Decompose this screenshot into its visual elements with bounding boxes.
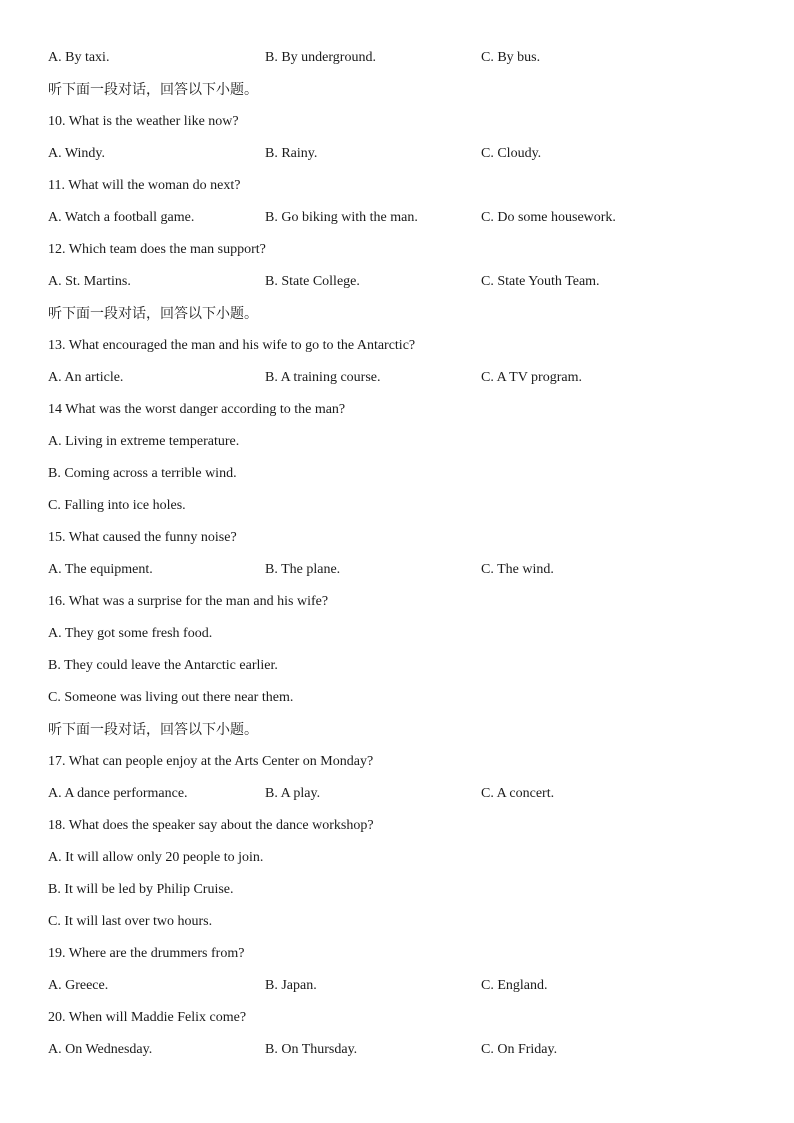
q15-option-b: B. The plane. xyxy=(265,562,341,577)
q14-option-b: B. Coming across a terrible wind. xyxy=(48,466,237,481)
q14-option-a: A. Living in extreme temperature. xyxy=(48,434,240,449)
q10-option-a: A. Windy. xyxy=(48,146,105,161)
q13-option-b: B. A training course. xyxy=(265,370,381,385)
q14-option-c: C. Falling into ice holes. xyxy=(48,498,186,513)
q10-option-b: B. Rainy. xyxy=(265,146,318,161)
section-heading-2: 听下面一段对话，回答以下小题。 xyxy=(48,306,258,322)
q13-question: 13. What encouraged the man and his wife to go to the Antarctic? xyxy=(48,338,416,353)
q19-option-b: B. Japan. xyxy=(265,978,317,993)
q12-option-c: C. State Youth Team. xyxy=(481,274,600,289)
q16-option-b: B. They could leave the Antarctic earlier. xyxy=(48,658,278,673)
q19-option-a: A. Greece. xyxy=(48,978,109,993)
q17-option-a: A. A dance performance. xyxy=(48,786,188,801)
q15-option-c: C. The wind. xyxy=(481,562,554,577)
section-heading-1: 听下面一段对话，回答以下小题。 xyxy=(48,82,258,98)
q18-option-a: A. It will allow only 20 people to join. xyxy=(48,850,264,865)
q15-question: 15. What caused the funny noise? xyxy=(48,530,237,545)
q9-option-a: A. By taxi. xyxy=(48,50,110,65)
q11-option-a: A. Watch a football game. xyxy=(48,210,195,225)
section-heading-3: 听下面一段对话，回答以下小题。 xyxy=(48,722,258,738)
q20-option-c: C. On Friday. xyxy=(481,1042,558,1057)
q16-option-a: A. They got some fresh food. xyxy=(48,626,213,641)
q16-question: 16. What was a surprise for the man and his wife? xyxy=(48,594,329,609)
q12-option-b: B. State College. xyxy=(265,274,360,289)
q17-question: 17. What can people enjoy at the Arts Center on Monday? xyxy=(48,754,374,769)
q11-question: 11. What will the woman do next? xyxy=(48,178,241,193)
q18-option-b: B. It will be led by Philip Cruise. xyxy=(48,882,234,897)
q18-question: 18. What does the speaker say about the dance workshop? xyxy=(48,818,374,833)
q20-option-a: A. On Wednesday. xyxy=(48,1042,153,1057)
q13-option-a: A. An article. xyxy=(48,370,124,385)
q14-question: 14 What was the worst danger according to the man? xyxy=(48,402,346,417)
q11-option-c: C. Do some housework. xyxy=(481,210,616,225)
q9-option-b: B. By underground. xyxy=(265,50,376,65)
q19-question: 19. Where are the drummers from? xyxy=(48,946,245,961)
q20-option-b: B. On Thursday. xyxy=(265,1042,358,1057)
q11-option-b: B. Go biking with the man. xyxy=(265,210,418,225)
q18-option-c: C. It will last over two hours. xyxy=(48,914,213,929)
q20-question: 20. When will Maddie Felix come? xyxy=(48,1010,247,1025)
q10-question: 10. What is the weather like now? xyxy=(48,114,239,129)
q13-option-c: C. A TV program. xyxy=(481,370,582,385)
q12-option-a: A. St. Martins. xyxy=(48,274,131,289)
q17-option-b: B. A play. xyxy=(265,786,321,801)
q19-option-c: C. England. xyxy=(481,978,548,993)
q15-option-a: A. The equipment. xyxy=(48,562,153,577)
q12-question: 12. Which team does the man support? xyxy=(48,242,266,257)
q9-option-c: C. By bus. xyxy=(481,50,541,65)
q16-option-c: C. Someone was living out there near them. xyxy=(48,690,294,705)
q17-option-c: C. A concert. xyxy=(481,786,555,801)
q10-option-c: C. Cloudy. xyxy=(481,146,542,161)
